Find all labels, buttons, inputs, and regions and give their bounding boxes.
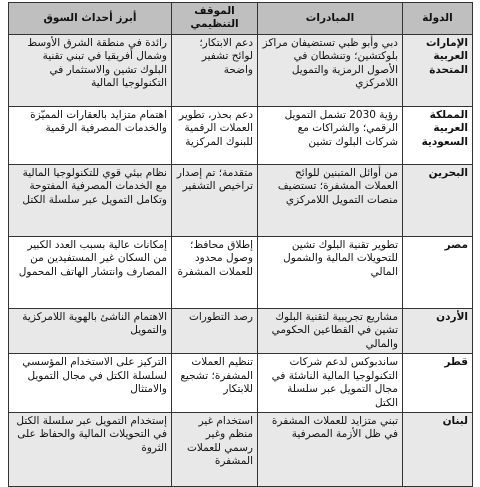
table-row: [9, 354, 473, 413]
market-trends-cell: اهتمام متزايد بالعقارات المميّزة والخدمات المصرفية الرقمية: [9, 106, 172, 164]
market-trends-cell: الاهتمام الناشئ بالهوية اللامركزية والتمويل: [9, 308, 172, 353]
country-cell: قطر: [403, 354, 473, 413]
country-cell: الأردن: [403, 308, 473, 353]
table-row: [9, 412, 473, 486]
country-cell: لبنان: [403, 412, 473, 486]
table-row: [9, 34, 473, 106]
market-trends-cell: نظام بيئي قوي للتكنولوجيا المالية مع الخدمات المصرفية المفتوحة وتكامل التمويل عبر سلسلة الكتل: [9, 164, 172, 236]
market-trends-cell: رائدة في منطقة الشرق الأوسط وشمال أفريقيا في تبني تقنية البلوك تشين والاستثمار في التكنولوجيا المالية: [9, 34, 172, 106]
header-initiatives: المبادرات: [258, 3, 403, 35]
table-body: [9, 34, 473, 486]
mena-blockchain-table: [8, 2, 473, 487]
table-row: [9, 164, 473, 236]
initiatives-cell: تطوير تقنية البلوك تشين للتحويلات المالية والشمول المالي: [258, 236, 403, 308]
table-header: [9, 3, 473, 35]
initiatives-cell: رؤية 2030 تشمل التمويل الرقمي؛ والشراكات مع شركات البلوك تشين: [258, 106, 403, 164]
market-trends-cell: إستخدام التمويل عبر سلسلة الكتل في التحويلات المالية والحفاظ على الثروة: [9, 412, 172, 486]
header-row: [9, 3, 473, 35]
initiatives-cell: تبني متزايد للعملات المشفرة في ظل الأزمة المصرفية: [258, 412, 403, 486]
document-page: [8, 2, 472, 478]
country-cell: المملكة العربية السعودية: [403, 106, 473, 164]
initiatives-cell: ساندبوكس لدعم شركات التكنولوجيا المالية الناشئة في مجال التمويل عبر سلسلة الكتل: [258, 354, 403, 413]
header-regulatory: الموقف التنظيمي: [172, 3, 258, 35]
regulatory-cell: إطلاق محافظ؛ وصول محدود للعملات المشفرة: [172, 236, 258, 308]
regulatory-cell: استخدام غير منظم وغير رسمي للعملات المشفرة: [172, 412, 258, 486]
country-cell: مصر: [403, 236, 473, 308]
regulatory-cell: دعم بحذر، تطوير العملات الرقمية للبنوك المركزية: [172, 106, 258, 164]
regulatory-cell: متقدمة؛ تم إصدار تراخيص التشفير: [172, 164, 258, 236]
table-row: [9, 236, 473, 308]
table-row: [9, 106, 473, 164]
market-trends-cell: إمكانات عالية بسبب العدد الكبير من السكان غير المستفيدين من المصارف وانتشار الهاتف المحمول: [9, 236, 172, 308]
regulatory-cell: دعم الابتكار؛ لوائح تشفير واضحة: [172, 34, 258, 106]
initiatives-cell: مشاريع تجريبية لتقنية البلوك تشين في القطاعين الحكومي والمالي: [258, 308, 403, 353]
country-cell: الإمارات العربية المتحدة: [403, 34, 473, 106]
header-country: الدولة: [403, 3, 473, 35]
initiatives-cell: من أوائل المتبنين للوائح العملات المشفرة؛ تستضيف منصات التمويل اللامركزي: [258, 164, 403, 236]
initiatives-cell: دبي وأبو ظبي تستضيفان مراكز بلوكتشين؛ وتنشطان في الأصول الرمزية والتمويل اللامركزي: [258, 34, 403, 106]
market-trends-cell: التركيز على الاستخدام المؤسسي لسلسلة الكتل في مجال التمويل والامتثال: [9, 354, 172, 413]
table-row: [9, 308, 473, 353]
regulatory-cell: تنظيم العملات المشفرة؛ تشجيع للابتكار: [172, 354, 258, 413]
header-market-trends: أبرز أحداث السوق: [9, 3, 172, 35]
regulatory-cell: رصد التطورات: [172, 308, 258, 353]
country-cell: البحرين: [403, 164, 473, 236]
